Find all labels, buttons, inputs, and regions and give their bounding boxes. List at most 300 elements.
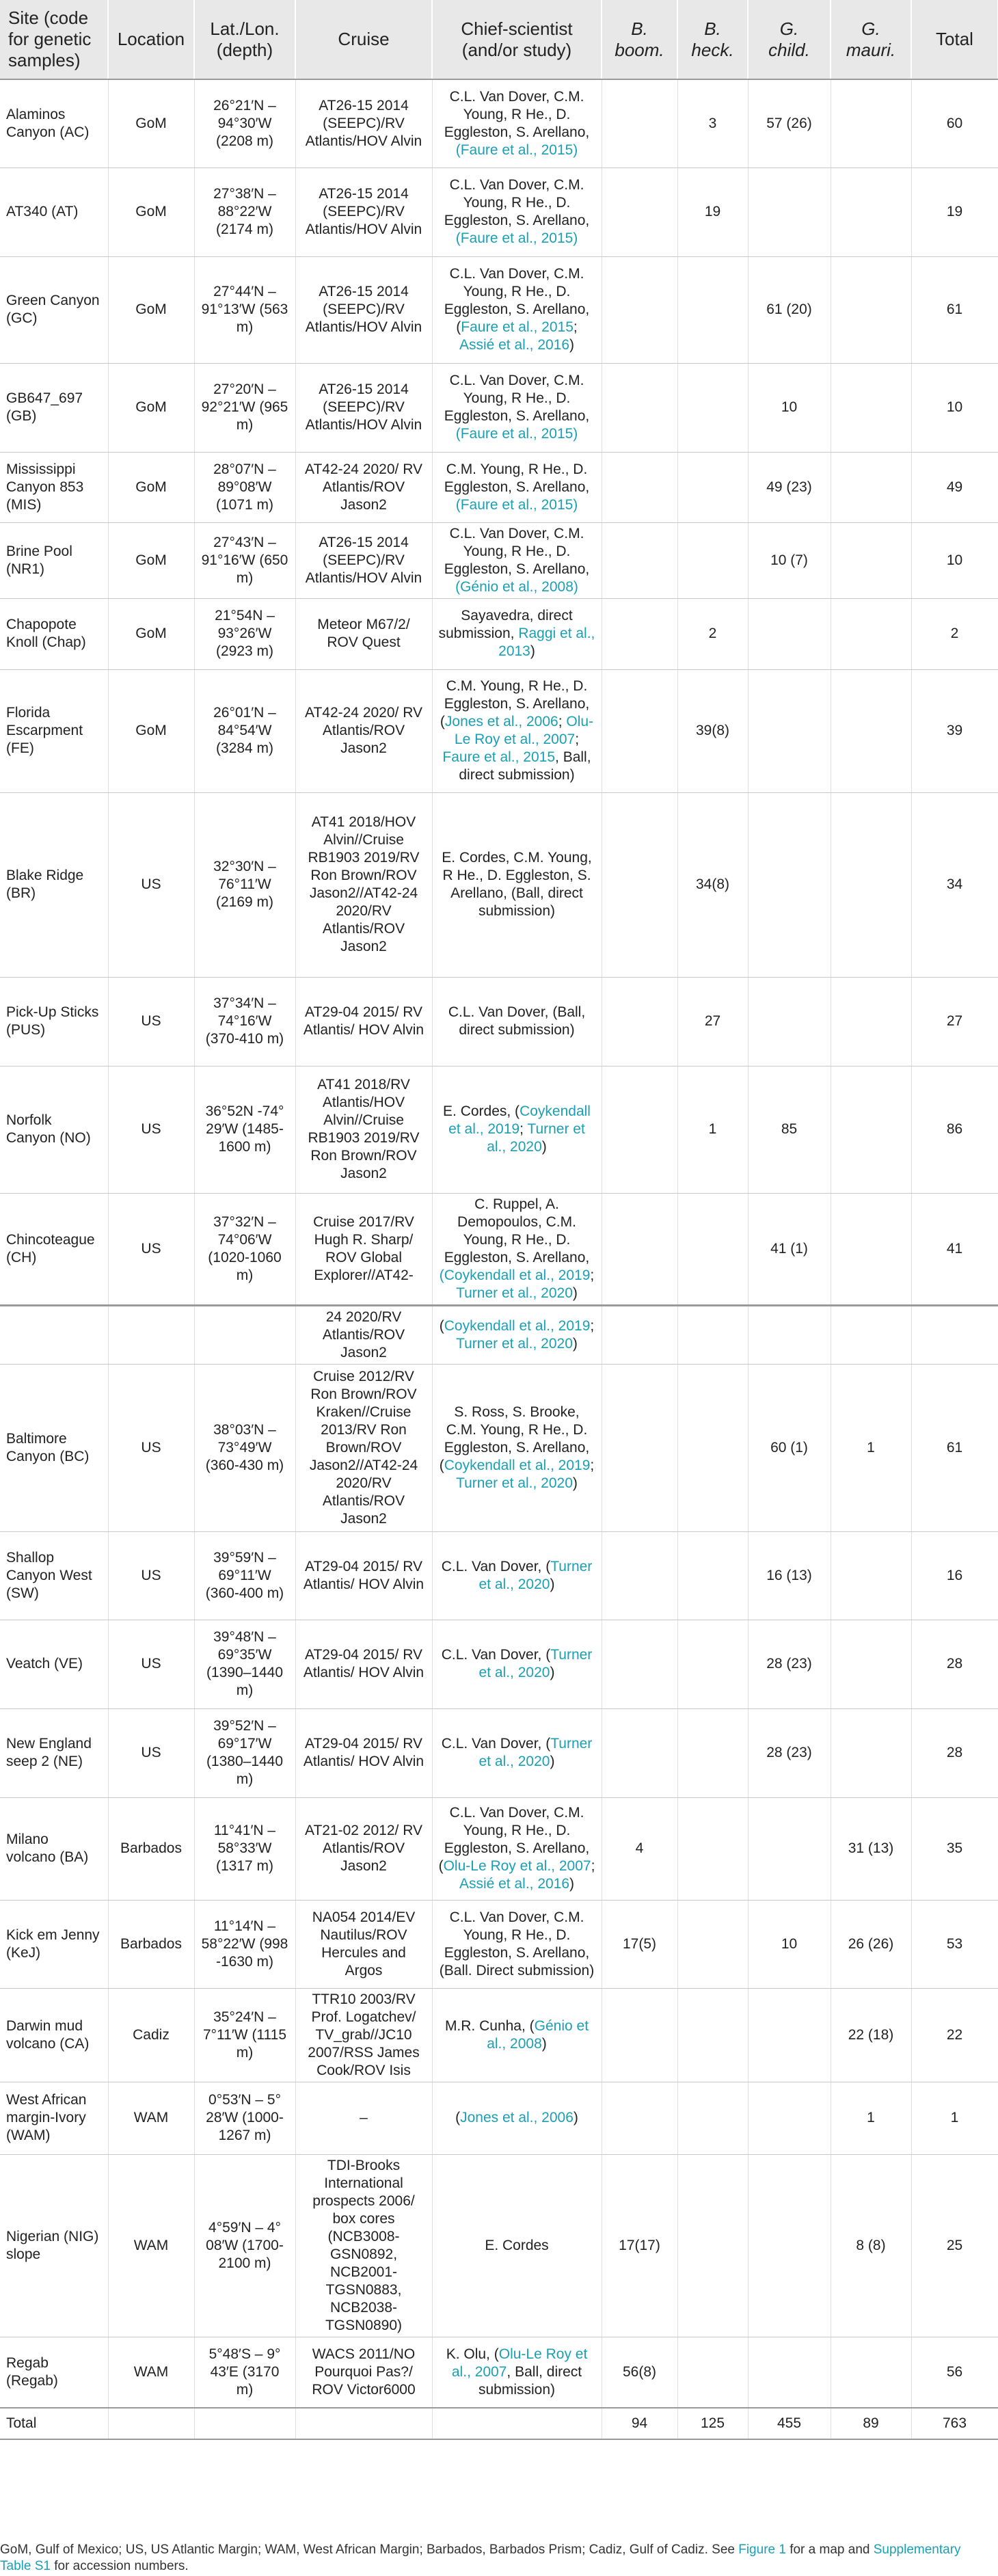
site-cell: Nigerian (NIG) slope (0, 2154, 108, 2337)
gmauri-cell (831, 669, 911, 792)
cruise-cell: AT26-15 2014 (SEEPC)/RV Atlantis/HOV Alvin (295, 79, 432, 167)
location-cell: US (108, 1620, 194, 1708)
location-cell: GoM (108, 79, 194, 167)
header-site: Site (code for genetic samples) (0, 0, 108, 79)
bboom-cell (602, 452, 677, 522)
gchild-cell: 28 (23) (748, 1708, 831, 1797)
bheck-cell: 2 (677, 598, 748, 669)
table-row (0, 1066, 998, 1193)
text-run: ; (590, 1267, 595, 1283)
table-row (0, 1988, 998, 2082)
latlon-cell: 27°43′N – 91°16′W (650 m) (194, 522, 295, 598)
cruise-cell: WACS 2011/NO Pourquoi Pas?/ ROV Victor6000 (295, 2337, 432, 2408)
bboom-cell (602, 1531, 677, 1620)
text-run: ) (572, 1335, 578, 1352)
gmauri-cell (831, 167, 911, 256)
site-cell: Pick-Up Sticks (PUS) (0, 977, 108, 1066)
gmauri-cell: 26 (26) (831, 1900, 911, 1988)
latlon-cell: 36°52N -74° 29′W (1485-1600 m) (194, 1066, 295, 1193)
gmauri-cell: 1 (831, 2082, 911, 2154)
bboom-cell (602, 363, 677, 452)
cruise-cell: AT29-04 2015/ RV Atlantis/ HOV Alvin (295, 1531, 432, 1620)
citation-link[interactable]: Olu-Le Roy et al., 2007 (443, 1858, 591, 1874)
table-row (0, 1531, 998, 1620)
table-row (0, 256, 998, 363)
header-gchild: G. child. (748, 0, 831, 79)
text-run: ; (591, 1858, 595, 1874)
text-run: C.L. Van Dover, C.M. Young, R He., D. Eggleston, S. Arellano, (444, 525, 590, 577)
text-run: ) (572, 1475, 578, 1491)
text-run: ; (590, 1317, 595, 1334)
site-cell: Alaminos Canyon (AC) (0, 79, 108, 167)
cruise-cell: AT29-04 2015/ RV Atlantis/ HOV Alvin (295, 1620, 432, 1708)
total-cell: 35 (911, 1797, 998, 1900)
chief-scientist-cell (432, 2337, 602, 2408)
table-row (0, 598, 998, 669)
latlon-cell: 26°21′N – 94°30′W (2208 m) (194, 79, 295, 167)
latlon-cell: 27°38′N – 88°22′W (2174 m) (194, 167, 295, 256)
location-cell: GoM (108, 598, 194, 669)
location-cell: WAM (108, 2082, 194, 2154)
gchild-cell: 61 (20) (748, 256, 831, 363)
gchild-cell: 57 (26) (748, 79, 831, 167)
cruise-cell: AT26-15 2014 (SEEPC)/RV Atlantis/HOV Alvin (295, 363, 432, 452)
table-row (0, 977, 998, 1066)
table-row (0, 1900, 998, 1988)
text-run: E. Cordes, ( (443, 1103, 520, 1119)
citation-link[interactable]: Olu-Le Roy et al., 2007 (454, 714, 594, 747)
citation-link[interactable]: Coykendall et al., 2019 (448, 1103, 591, 1137)
text-run: C.L. Van Dover, (Ball, direct submission) (448, 1004, 586, 1038)
citation-link[interactable]: Assié et al., 2016 (459, 1876, 570, 1892)
bboom-cell (602, 1364, 677, 1531)
citation-link[interactable]: Jones et al., 2006 (444, 714, 558, 729)
table-row (0, 669, 998, 792)
citation-link[interactable]: Turner et al., 2020 (456, 1475, 573, 1491)
chief-scientist-cell (432, 2154, 602, 2337)
site-cell: Florida Escarpment (FE) (0, 669, 108, 792)
empty-cell (108, 2408, 194, 2439)
citation-link[interactable]: Turner et al., 2020 (478, 1647, 593, 1680)
text-run: ) (569, 1876, 575, 1892)
gmauri-cell (831, 792, 911, 977)
table-row (0, 2082, 998, 2154)
total-cell: 86 (911, 1066, 998, 1193)
location-cell (108, 1305, 194, 1364)
total-cell: 41 (911, 1193, 998, 1305)
location-cell: Barbados (108, 1900, 194, 1988)
text-run: C.L. Van Dover, C.M. Young, R He., D. Eggleston, S. Arellano, ( (438, 1805, 590, 1874)
text-run: ( (455, 2110, 461, 2125)
location-cell: US (108, 1066, 194, 1193)
bheck-cell: 3 (677, 79, 748, 167)
latlon-cell: 5°48′S – 9° 43′E (3170 m) (194, 2337, 295, 2408)
bheck-cell (677, 1988, 748, 2082)
table-row (0, 522, 998, 598)
site-cell: Norfolk Canyon (NO) (0, 1066, 108, 1193)
bboom-cell (602, 2082, 677, 2154)
total-cell: 22 (911, 1988, 998, 2082)
text-run: M.R. Cunha, ( (444, 2017, 535, 2034)
citation-link[interactable]: Faure et al., 2015 (461, 319, 574, 335)
total-cell: 39 (911, 669, 998, 792)
gchild-cell: 10 (748, 363, 831, 452)
table-body (0, 79, 998, 2439)
bheck-cell (677, 522, 748, 598)
latlon-cell: 39°59′N –69°11′W (360-400 m) (194, 1531, 295, 1620)
bheck-cell: 34(8) (677, 792, 748, 977)
latlon-cell: 4°59′N – 4° 08′W (1700-2100 m) (194, 2154, 295, 2337)
text-run: C.M. Young, R He., D. Eggleston, S. Arellano, ( (440, 678, 590, 729)
text-run: ) (550, 1754, 555, 1769)
bheck-cell: 1 (677, 1066, 748, 1193)
gmauri-cell (831, 522, 911, 598)
total-cell: 61 (911, 1364, 998, 1531)
citation-link[interactable]: Raggi et al., 2013 (498, 626, 595, 659)
table-row (0, 2337, 998, 2408)
bboom-cell (602, 792, 677, 977)
gchild-cell: 28 (23) (748, 1620, 831, 1708)
text-run: ) (550, 1665, 555, 1680)
chief-scientist-cell (432, 1900, 602, 1988)
cruise-cell: TTR10 2003/RV Prof. Logatchev/ TV_grab//JC10 2007/RSS James Cook/ROV Isis (295, 1988, 432, 2082)
citation-link[interactable]: Assié et al., 2016 (459, 337, 570, 353)
bboom-cell (602, 669, 677, 792)
cruise-cell: Meteor M67/2/ ROV Quest (295, 598, 432, 669)
location-cell: US (108, 1708, 194, 1797)
site-cell: Veatch (VE) (0, 1620, 108, 1708)
text-run: ; (520, 1121, 528, 1137)
table-row (0, 79, 998, 167)
bboom-cell (602, 1620, 677, 1708)
bboom-cell (602, 256, 677, 363)
gchild-cell: 85 (748, 1066, 831, 1193)
bboom-cell (602, 522, 677, 598)
chief-scientist-cell (432, 79, 602, 167)
bboom-cell (602, 1305, 677, 1364)
latlon-cell: 27°20′N – 92°21′W (965 m) (194, 363, 295, 452)
latlon-cell: 35°24′N – 7°11′W (1115 m) (194, 1988, 295, 2082)
empty-cell (432, 2408, 602, 2439)
bboom-cell (602, 977, 677, 1066)
site-cell: Regab (Regab) (0, 2337, 108, 2408)
header-location: Location (108, 0, 194, 79)
gmauri-cell (831, 2337, 911, 2408)
bheck-cell (677, 1364, 748, 1531)
total-cell: 49 (911, 452, 998, 522)
chief-scientist-cell (432, 1193, 602, 1305)
gchild-cell (748, 1305, 831, 1364)
chief-scientist-cell (432, 1531, 602, 1620)
location-cell: Cadiz (108, 1988, 194, 2082)
text-run: ) (569, 337, 575, 353)
location-cell: GoM (108, 363, 194, 452)
gchild-cell: 10 (748, 1900, 831, 1988)
bheck-cell (677, 2154, 748, 2337)
cruise-cell: 24 2020/RV Atlantis/ROV Jason2 (295, 1305, 432, 1364)
chief-scientist-cell (432, 977, 602, 1066)
chief-scientist-cell (432, 1066, 602, 1193)
total-cell (911, 1305, 998, 1364)
gmauri-cell (831, 363, 911, 452)
latlon-cell: 11°14′N – 58°22′W (998 -1630 m) (194, 1900, 295, 1988)
location-cell: US (108, 1364, 194, 1531)
total-cell: 28 (911, 1620, 998, 1708)
table-row (0, 1797, 998, 1900)
total-cell: 34 (911, 792, 998, 977)
bheck-cell (677, 1531, 748, 1620)
site-cell: Darwin mud volcano (CA) (0, 1988, 108, 2082)
gmauri-cell (831, 977, 911, 1066)
gmauri-cell: 1 (831, 1364, 911, 1531)
citation-link[interactable]: Olu-Le Roy et al., 2007 (451, 2346, 588, 2380)
header-cruise: Cruise (295, 0, 432, 79)
header-gmauri: G. mauri. (831, 0, 911, 79)
total-cell: 19 (911, 167, 998, 256)
location-cell: GoM (108, 522, 194, 598)
total-cell: 27 (911, 977, 998, 1066)
location-cell: US (108, 792, 194, 977)
site-cell: New England seep 2 (NE) (0, 1708, 108, 1797)
text-run: C.L. Van Dover, C.M. Young, R He., D. Eggleston, S. Arellano, (444, 177, 590, 228)
gmauri-cell (831, 1531, 911, 1620)
table-row (0, 167, 998, 256)
total-cell: 10 (911, 522, 998, 598)
table-row (0, 1193, 998, 1305)
gmauri-cell (831, 79, 911, 167)
chief-scientist-cell (432, 1988, 602, 2082)
bheck-cell (677, 1193, 748, 1305)
header-total: Total (911, 0, 998, 79)
total-cell: 28 (911, 1708, 998, 1797)
citation-link[interactable]: (Coykendall et al., 2019 (439, 1267, 591, 1283)
site-cell: AT340 (AT) (0, 167, 108, 256)
text-run: C.L. Van Dover, C.M. Young, R He., D. Eggleston, S. Arellano, (Ball. Direct submission) (439, 1909, 595, 1978)
citation-link[interactable]: Turner et al., 2020 (487, 1121, 585, 1155)
total-bboom-cell: 94 (602, 2408, 677, 2439)
bboom-cell (602, 1193, 677, 1305)
header-chief: Chief-scientist (and/or study) (432, 0, 602, 79)
chief-scientist-cell (432, 363, 602, 452)
cruise-cell: – (295, 2082, 432, 2154)
cruise-cell: Cruise 2012/RV Ron Brown/ROV Kraken//Cruise 2013/RV Ron Brown/ROV Jason2//AT42-24 2020/RV Atlantis/ROV Jason2 (295, 1364, 432, 1531)
latlon-cell: 37°32′N – 74°06′W (1020-1060 m) (194, 1193, 295, 1305)
gmauri-cell: 22 (18) (831, 1988, 911, 2082)
text-run: Sayavedra, direct submission, (438, 608, 573, 641)
gmauri-cell (831, 452, 911, 522)
location-cell: GoM (108, 167, 194, 256)
site-cell: Shallop Canyon West (SW) (0, 1531, 108, 1620)
citation-link[interactable]: (Faure et al., 2015) (455, 230, 578, 246)
text-run: ; (590, 1457, 595, 1473)
table-row (0, 1620, 998, 1708)
text-run: ) (541, 2035, 547, 2052)
gmauri-cell (831, 598, 911, 669)
site-cell (0, 1305, 108, 1364)
total-cell: 16 (911, 1531, 998, 1620)
text-run: C.L. Van Dover, C.M. Young, R He., D. Eggleston, S. Arellano, (444, 373, 590, 424)
total-cell: 2 (911, 598, 998, 669)
total-cell: 25 (911, 2154, 998, 2337)
gchild-cell (748, 2082, 831, 2154)
total-cell: 53 (911, 1900, 998, 1988)
text-run: E. Cordes, C.M. Young, R He., D. Eggleston, S. Arellano, (Ball, direct submission) (442, 850, 592, 919)
text-run: E. Cordes (485, 2237, 549, 2253)
chief-scientist-cell (432, 1305, 602, 1364)
citation-link[interactable]: Jones et al., 2006 (460, 2110, 574, 2125)
text-run: C.L. Van Dover, ( (441, 1558, 551, 1574)
text-run: C.L. Van Dover, C.M. Young, R He., D. Eggleston, S. Arellano, (444, 88, 590, 140)
gchild-cell (748, 2154, 831, 2337)
site-cell: Chapopote Knoll (Chap) (0, 598, 108, 669)
chief-scientist-cell (432, 256, 602, 363)
citation-link[interactable]: Turner et al., 2020 (456, 1285, 573, 1301)
text-run: C.L. Van Dover, C.M. Young, R He., D. Eggleston, S. Arellano, ( (444, 266, 590, 335)
table-row (0, 1708, 998, 1797)
bboom-cell (602, 1988, 677, 2082)
text-run: ) (541, 1139, 547, 1155)
bheck-cell: 19 (677, 167, 748, 256)
citation-link[interactable]: Génio et al., 2008 (487, 2017, 589, 2052)
location-cell: WAM (108, 2154, 194, 2337)
gchild-cell (748, 1988, 831, 2082)
header-bheck: B. heck. (677, 0, 748, 79)
gchild-cell: 60 (1) (748, 1364, 831, 1531)
cruise-cell: AT21-02 2012/ RV Atlantis/ROV Jason2 (295, 1797, 432, 1900)
footnote-link[interactable]: Figure 1 (738, 2543, 786, 2557)
cruise-cell: AT42-24 2020/ RV Atlantis/ROV Jason2 (295, 452, 432, 522)
footnote-link[interactable]: Supplementary Table S1 (0, 2543, 961, 2573)
total-cell: 60 (911, 79, 998, 167)
location-cell: Barbados (108, 1797, 194, 1900)
chief-scientist-cell (432, 167, 602, 256)
gchild-cell (748, 792, 831, 977)
header-row (0, 0, 998, 79)
text-run: C. Ruppel, A. Demopoulos, C.M. Young, R He., D. Eggleston, S. Arellano, (444, 1196, 590, 1265)
cruise-cell: NA054 2014/EV Nautilus/ROV Hercules and Argos (295, 1900, 432, 1988)
gmauri-cell (831, 1066, 911, 1193)
text-run: C.L. Van Dover, ( (441, 1736, 551, 1752)
latlon-cell: 37°34′N –74°16′W (370-410 m) (194, 977, 295, 1066)
site-cell: GB647_697 (GB) (0, 363, 108, 452)
chief-scientist-cell (432, 452, 602, 522)
location-cell: GoM (108, 256, 194, 363)
text-run: ) (530, 643, 535, 659)
text-run: ) (572, 1285, 578, 1301)
cruise-cell: TDI-Brooks International prospects 2006/ box cores (NCB3008-GSN0892, NCB2001-TGSN0883, NCB2038-TGSN0890) (295, 2154, 432, 2337)
location-cell: WAM (108, 2337, 194, 2408)
bheck-cell (677, 2337, 748, 2408)
citation-link[interactable]: (Faure et al., 2015) (455, 142, 578, 158)
table-row (0, 1305, 998, 1364)
location-cell: GoM (108, 669, 194, 792)
cruise-cell: AT29-04 2015/ RV Atlantis/ HOV Alvin (295, 977, 432, 1066)
cruise-cell: AT29-04 2015/ RV Atlantis/ HOV Alvin (295, 1708, 432, 1797)
bheck-cell (677, 1900, 748, 1988)
cruise-cell: AT26-15 2014 (SEEPC)/RV Atlantis/HOV Alvin (295, 256, 432, 363)
total-label-cell: Total (0, 2408, 108, 2439)
cruise-cell: AT41 2018/HOV Alvin//Cruise RB1903 2019/RV Ron Brown/ROV Jason2//AT42-24 2020/RV Atlantis/ROV Jason2 (295, 792, 432, 977)
chief-scientist-cell (432, 1364, 602, 1531)
gmauri-cell (831, 1193, 911, 1305)
citation-link[interactable]: Coykendall et al., 2019 (444, 1457, 591, 1473)
chief-scientist-cell (432, 1708, 602, 1797)
latlon-cell: 32°30′N – 76°11′W (2169 m) (194, 792, 295, 977)
citation-link[interactable]: (Génio et al., 2008) (455, 578, 578, 595)
location-cell: GoM (108, 452, 194, 522)
site-cell: Baltimore Canyon (BC) (0, 1364, 108, 1531)
citation-link[interactable]: Turner et al., 2020 (478, 1558, 593, 1592)
latlon-cell: 39°52′N –69°17′W (1380–1440 m) (194, 1708, 295, 1797)
text-run: ; (573, 319, 578, 335)
bboom-cell: 17(5) (602, 1900, 677, 1988)
total-row (0, 2408, 998, 2439)
header-bboom: B. boom. (602, 0, 677, 79)
gmauri-cell: 8 (8) (831, 2154, 911, 2337)
bheck-cell (677, 256, 748, 363)
site-cell: Blake Ridge (BR) (0, 792, 108, 977)
text-run: , Ball, direct submission) (459, 749, 591, 783)
site-cell: Green Canyon (GC) (0, 256, 108, 363)
citation-link[interactable]: Turner et al., 2020 (456, 1335, 573, 1352)
latlon-cell: 0°53′N – 5° 28′W (1000-1267 m) (194, 2082, 295, 2154)
gchild-cell (748, 977, 831, 1066)
citation-link[interactable]: Faure et al., 2015 (442, 749, 556, 765)
total-cell: 61 (911, 256, 998, 363)
chief-scientist-cell (432, 598, 602, 669)
table-row (0, 363, 998, 452)
gchild-cell: 41 (1) (748, 1193, 831, 1305)
latlon-cell: 28°07′N – 89°08′W (1071 m) (194, 452, 295, 522)
cruise-cell: AT41 2018/RV Atlantis/HOV Alvin//Cruise RB1903 2019/RV Ron Brown/ROV Jason2 (295, 1066, 432, 1193)
latlon-cell: 27°44′N – 91°13′W (563 m) (194, 256, 295, 363)
site-cell: Milano volcano (BA) (0, 1797, 108, 1900)
gchild-cell (748, 669, 831, 792)
total-cell: 1 (911, 2082, 998, 2154)
total-gchild-cell: 455 (748, 2408, 831, 2439)
footnote-text: for accession numbers. (50, 2559, 189, 2573)
latlon-cell: 38°03′N – 73°49′W (360-430 m) (194, 1364, 295, 1531)
bboom-cell (602, 79, 677, 167)
bheck-cell: 27 (677, 977, 748, 1066)
gmauri-cell (831, 1305, 911, 1364)
citation-link[interactable]: Turner et al., 2020 (478, 1736, 593, 1769)
gmauri-cell: 31 (13) (831, 1797, 911, 1900)
latlon-cell (194, 1305, 295, 1364)
text-run: C.L. Van Dover, ( (441, 1647, 551, 1663)
empty-cell (295, 2408, 432, 2439)
bheck-cell (677, 452, 748, 522)
bheck-cell: 39(8) (677, 669, 748, 792)
citation-link[interactable]: Coykendall et al., 2019 (444, 1317, 591, 1334)
text-run: ; (575, 732, 580, 747)
gmauri-cell (831, 1708, 911, 1797)
footnote-text: for a map and (785, 2543, 874, 2557)
total-total-cell: 763 (911, 2408, 998, 2439)
citation-link[interactable]: (Faure et al., 2015) (455, 496, 578, 513)
text-run: , Ball, direct submission) (478, 2363, 582, 2398)
chief-scientist-cell (432, 1620, 602, 1708)
text-run: ; (558, 714, 567, 729)
text-run: S. Ross, S. Brooke, C.M. Young, R He., D. Eggleston, S. Arellano, ( (439, 1404, 590, 1473)
chief-scientist-cell (432, 1797, 602, 1900)
location-cell: US (108, 977, 194, 1066)
text-run: ( (439, 1317, 444, 1334)
citation-link[interactable]: (Faure et al., 2015) (455, 426, 578, 442)
cruise-cell: AT26-15 2014 (SEEPC)/RV Atlantis/HOV Alvin (295, 522, 432, 598)
bboom-cell: 17(17) (602, 2154, 677, 2337)
gchild-cell (748, 2337, 831, 2408)
